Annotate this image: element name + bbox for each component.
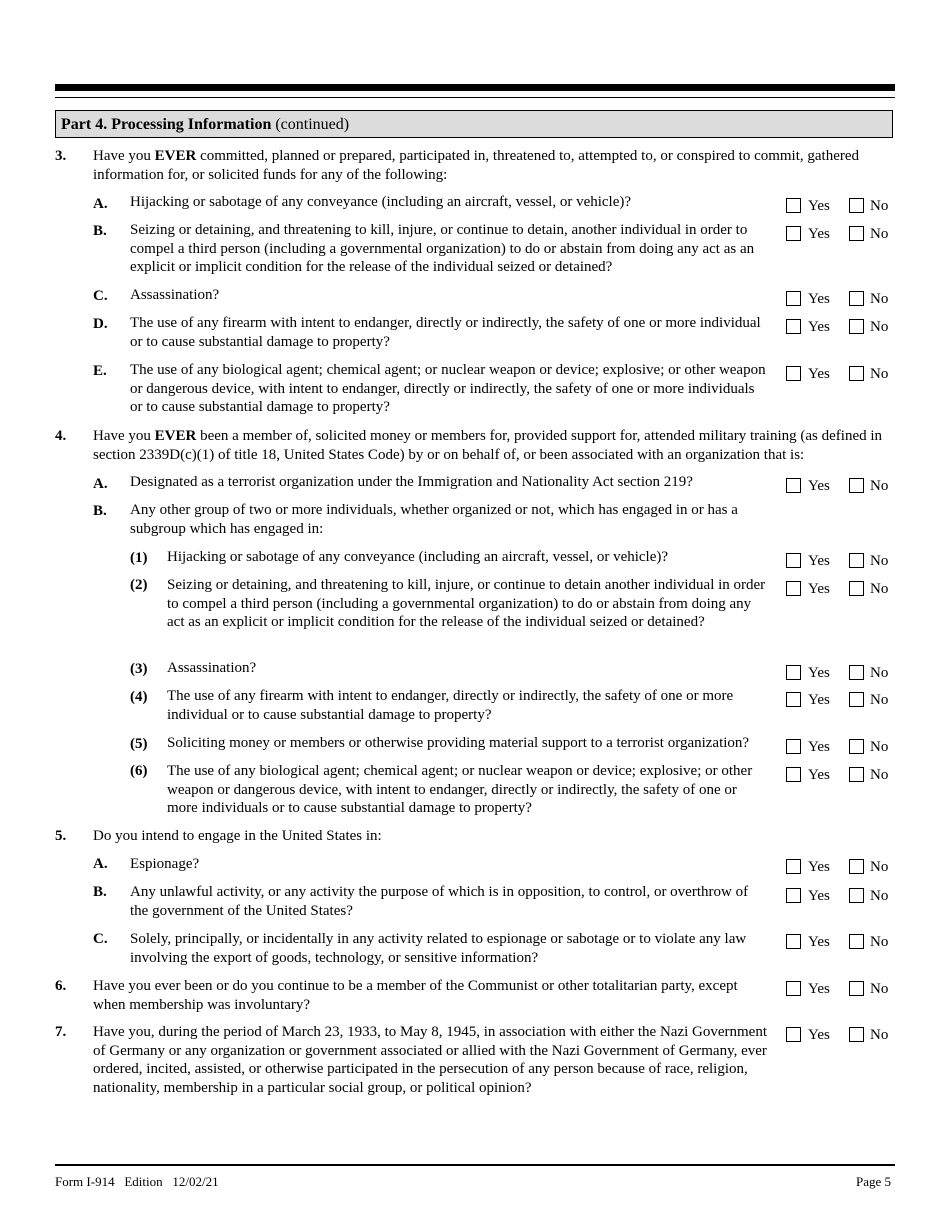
q6-yes-checkbox[interactable] <box>786 981 801 996</box>
q5c-no-checkbox[interactable] <box>849 934 864 949</box>
q4b5-number: (5) <box>130 736 148 752</box>
q5b-text: Any unlawful activity, or any activity the purpose of which is in opposition, to control, or overthrow of the government of the United States? <box>130 884 749 919</box>
q3d-letter: D. <box>93 316 108 332</box>
part-header <box>55 110 893 138</box>
q3e-yes-checkbox[interactable] <box>786 366 801 381</box>
q4b3-number: (3) <box>130 661 148 677</box>
q4a-options <box>786 477 894 495</box>
footer-page-number: Page 5 <box>855 1174 891 1189</box>
no-label: No <box>870 366 889 382</box>
no-label: No <box>870 692 889 708</box>
q3b-yes-checkbox[interactable] <box>786 226 801 241</box>
no-label: No <box>870 859 889 875</box>
q3a-yes-checkbox[interactable] <box>786 198 801 213</box>
q4-text <box>93 427 893 464</box>
q4a-yes-checkbox[interactable] <box>786 478 801 493</box>
q4b6-yes-checkbox[interactable] <box>786 767 801 782</box>
q4b6-no-checkbox[interactable] <box>849 767 864 782</box>
q3e-text: The use of any biological agent; chemical agent; or nuclear weapon or device; explosive; or other weapon or dangerous device, with intent to endanger, directly or indirectly, the safety of one or more individuals or to cause substantial damage to property? <box>130 362 766 415</box>
q5a-letter: A. <box>93 856 108 872</box>
q3-text <box>93 147 893 184</box>
q5a-options <box>786 858 894 876</box>
q7-options <box>786 1026 894 1044</box>
q4a-letter: A. <box>93 476 108 492</box>
yes-label: Yes <box>808 1027 830 1043</box>
q6-options <box>786 980 894 998</box>
q3a-text: Hijacking or sabotage of any conveyance (including an aircraft, vessel, or vehicle)? <box>130 194 632 210</box>
q6-text: Have you ever been or do you continue to be a member of the Communist or other totalitarian party, except when membership was involuntary? <box>93 978 738 1013</box>
q4b4-number: (4) <box>130 689 148 705</box>
q3-number: 3. <box>55 148 67 164</box>
no-label: No <box>870 226 889 242</box>
q3d-yes-checkbox[interactable] <box>786 319 801 334</box>
footer-form-edition: Form I-914 Edition 12/02/21 <box>55 1174 219 1189</box>
no-label: No <box>870 291 889 307</box>
q3e-letter: E. <box>93 363 107 379</box>
q5b-options <box>786 887 894 905</box>
q5b-no-checkbox[interactable] <box>849 888 864 903</box>
q5c-options <box>786 933 894 951</box>
no-label: No <box>870 888 889 904</box>
q5c-letter: C. <box>93 931 108 947</box>
q4-ever: EVER <box>154 428 197 444</box>
top-thin-rule <box>55 97 895 98</box>
q4b1-options <box>786 552 894 570</box>
q4b2-yes-checkbox[interactable] <box>786 581 801 596</box>
yes-label: Yes <box>808 767 830 783</box>
no-label: No <box>870 478 889 494</box>
q7-no-checkbox[interactable] <box>849 1027 864 1042</box>
q5-number: 5. <box>55 828 67 844</box>
q4b5-options <box>786 738 894 756</box>
q4-text-pre: Have you <box>93 428 155 444</box>
q3c-text: Assassination? <box>130 287 220 303</box>
yes-label: Yes <box>808 553 830 569</box>
q4a-text: Designated as a terrorist organization under the Immigration and Nationality Act section 219? <box>130 474 693 490</box>
q4a-no-checkbox[interactable] <box>849 478 864 493</box>
q4b-text: Any other group of two or more individuals, whether organized or not, which has engaged in or has a subgroup which has engaged in: <box>130 502 738 537</box>
q3c-no-checkbox[interactable] <box>849 291 864 306</box>
yes-label: Yes <box>808 888 830 904</box>
q5c-yes-checkbox[interactable] <box>786 934 801 949</box>
q4b5-text: Soliciting money or members or otherwise providing material support to a terrorist organization? <box>167 735 750 751</box>
no-label: No <box>870 581 889 597</box>
no-label: No <box>870 981 889 997</box>
yes-label: Yes <box>808 291 830 307</box>
yes-label: Yes <box>808 665 830 681</box>
q4b6-text: The use of any biological agent; chemical agent; or nuclear weapon or device; explosive; or other weapon or dangerous device, with intent to endanger, directly or indirectly, the safety of one or more individuals or to cause substantial damage to property? <box>167 763 753 816</box>
no-label: No <box>870 739 889 755</box>
yes-label: Yes <box>808 581 830 597</box>
q5a-yes-checkbox[interactable] <box>786 859 801 874</box>
q7-text: Have you, during the period of March 23, 1933, to May 8, 1945, in association with either the Nazi Government of Germany or any organization or government associated or allied with the Nazi Government of Germany, ever ordered, incited, assisted, or otherwise participated in the persecution of any person because of race, religion, nationality, membership in a particular social group, or political opinion? <box>93 1024 768 1096</box>
q3d-text: The use of any firearm with intent to endanger, directly or indirectly, the safety of one or more individual or to cause substantial damage to property? <box>130 315 761 350</box>
q3d-options <box>786 318 894 336</box>
q3-text-post: committed, planned or prepared, participated in, threatened to, attempted to, or conspired to commit, gathered information for, or solicited funds for any of the following: <box>93 148 860 183</box>
yes-label: Yes <box>808 934 830 950</box>
yes-label: Yes <box>808 478 830 494</box>
q4-number: 4. <box>55 428 67 444</box>
q3c-letter: C. <box>93 288 108 304</box>
q4b1-yes-checkbox[interactable] <box>786 553 801 568</box>
yes-label: Yes <box>808 981 830 997</box>
q6-number: 6. <box>55 978 67 994</box>
q5b-yes-checkbox[interactable] <box>786 888 801 903</box>
q4b1-number: (1) <box>130 550 148 566</box>
q3d-no-checkbox[interactable] <box>849 319 864 334</box>
no-label: No <box>870 319 889 335</box>
no-label: No <box>870 198 889 214</box>
q4b2-no-checkbox[interactable] <box>849 581 864 596</box>
q4b4-yes-checkbox[interactable] <box>786 692 801 707</box>
q4b4-text: The use of any firearm with intent to endanger, directly or indirectly, the safety of one or more individual or to cause substantial damage to property? <box>167 688 734 723</box>
q5c-text: Solely, principally, or incidentally in any activity related to espionage or sabotage or to violate any law involving the export of goods, technology, or sensitive information? <box>130 931 747 966</box>
q4-text-post: been a member of, solicited money or members for, provided support for, attended military training (as defined in section 2339D(c)(1) of title 18, United States Code) by or on behalf of, or been associated with an organization that is: <box>93 428 883 463</box>
part-title-suffix: (continued) <box>271 116 350 133</box>
q4b3-options <box>786 664 894 682</box>
q4b5-yes-checkbox[interactable] <box>786 739 801 754</box>
q4b-letter: B. <box>93 503 107 519</box>
q4b3-yes-checkbox[interactable] <box>786 665 801 680</box>
q3a-no-checkbox[interactable] <box>849 198 864 213</box>
yes-label: Yes <box>808 859 830 875</box>
q3c-options <box>786 290 894 308</box>
no-label: No <box>870 665 889 681</box>
q5a-no-checkbox[interactable] <box>849 859 864 874</box>
yes-label: Yes <box>808 226 830 242</box>
no-label: No <box>870 1027 889 1043</box>
q4b2-options <box>786 580 894 598</box>
q4b2-number: (2) <box>130 577 148 593</box>
top-thick-rule <box>55 84 895 91</box>
yes-label: Yes <box>808 366 830 382</box>
yes-label: Yes <box>808 319 830 335</box>
q3a-letter: A. <box>93 196 108 212</box>
q7-yes-checkbox[interactable] <box>786 1027 801 1042</box>
q4b5-no-checkbox[interactable] <box>849 739 864 754</box>
no-label: No <box>870 767 889 783</box>
part-title: Part 4. Processing Information <box>61 116 272 133</box>
q4b1-no-checkbox[interactable] <box>849 553 864 568</box>
q4b1-text: Hijacking or sabotage of any conveyance (including an aircraft, vessel, or vehicle)? <box>167 549 669 565</box>
q3a-options <box>786 197 894 215</box>
q4b3-no-checkbox[interactable] <box>849 665 864 680</box>
no-label: No <box>870 934 889 950</box>
yes-label: Yes <box>808 739 830 755</box>
q4b6-number: (6) <box>130 763 148 779</box>
q5a-text: Espionage? <box>130 856 200 872</box>
q5-text: Do you intend to engage in the United States in: <box>93 828 382 844</box>
q3b-text: Seizing or detaining, and threatening to kill, injure, or continue to detain, another individual in order to compel a third person (including a governmental organization) to do or abstain from doing any act as an explicit or implicit condition for the release of the individual seized or detained? <box>130 222 755 275</box>
q3e-no-checkbox[interactable] <box>849 366 864 381</box>
q6-no-checkbox[interactable] <box>849 981 864 996</box>
q4b3-text: Assassination? <box>167 660 257 676</box>
footer-rule <box>55 1164 895 1166</box>
q4b6-options <box>786 766 894 784</box>
q3-text-pre: Have you <box>93 148 155 164</box>
q3c-yes-checkbox[interactable] <box>786 291 801 306</box>
q3-ever: EVER <box>154 148 197 164</box>
q3b-options <box>786 225 894 243</box>
q7-number: 7. <box>55 1024 67 1040</box>
q3b-letter: B. <box>93 223 107 239</box>
q3e-options <box>786 365 894 383</box>
q4b2-text: Seizing or detaining, and threatening to kill, injure, or continue to detain another individual in order to compel a third person (including a governmental organization) to do or abstain from doing any act as an explicit or implicit condition for the release of the individual seized or detained? <box>167 577 766 630</box>
yes-label: Yes <box>808 692 830 708</box>
q5b-letter: B. <box>93 884 107 900</box>
q3b-no-checkbox[interactable] <box>849 226 864 241</box>
no-label: No <box>870 553 889 569</box>
q4b4-no-checkbox[interactable] <box>849 692 864 707</box>
q4b4-options <box>786 691 894 709</box>
yes-label: Yes <box>808 198 830 214</box>
